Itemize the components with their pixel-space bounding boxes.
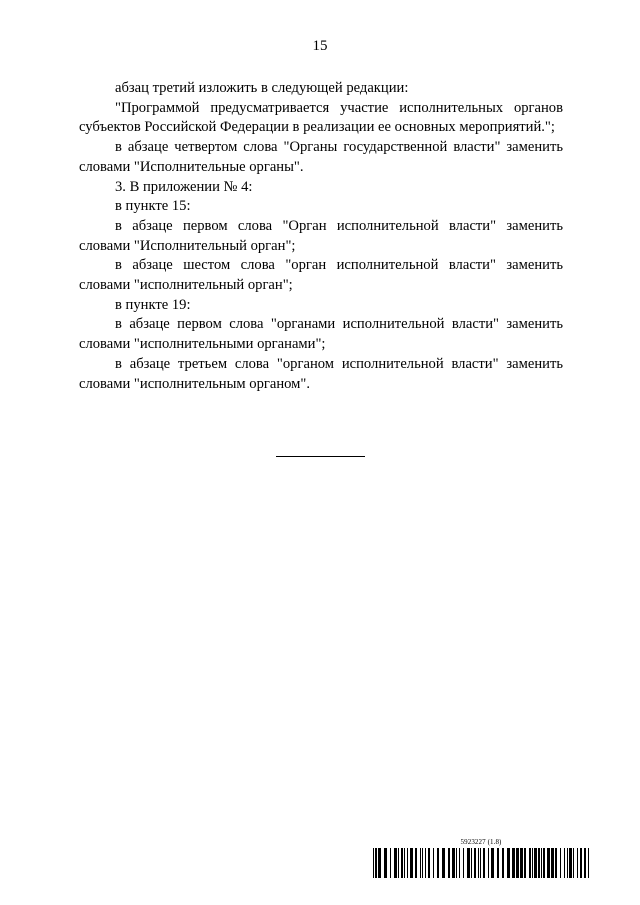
barcode-label: 5923227 (1.8) — [460, 838, 502, 846]
barcode-bar — [529, 848, 531, 878]
barcode-bar — [569, 848, 572, 878]
barcode-bar — [538, 848, 540, 878]
barcode-bar — [456, 848, 457, 878]
barcode-bar — [384, 848, 387, 878]
barcode-bar — [532, 848, 533, 878]
barcode-bar — [448, 848, 450, 878]
barcode-bar — [407, 848, 408, 878]
barcode-bar — [373, 848, 374, 878]
barcode-bar — [543, 848, 545, 878]
barcode-bar — [507, 848, 510, 878]
barcode-bar — [497, 848, 499, 878]
barcode-bar — [480, 848, 481, 878]
barcode-bar — [428, 848, 430, 878]
barcode-bar — [567, 848, 568, 878]
barcode-bar — [437, 848, 439, 878]
barcode-bar — [551, 848, 554, 878]
barcode-bar — [401, 848, 403, 878]
barcode — [373, 838, 589, 880]
barcode-bar — [375, 848, 377, 878]
barcode-bar — [471, 848, 472, 878]
barcode-bar — [463, 848, 464, 878]
barcode-bar — [459, 848, 460, 878]
barcode-bar — [520, 848, 523, 878]
paragraph: в абзаце шестом слова "орган исполнительной власти" заменить словами "исполнительный орган"; — [79, 257, 563, 294]
barcode-bar — [560, 848, 561, 878]
barcode-bar — [524, 848, 526, 878]
barcode-bar — [420, 848, 421, 878]
barcode-bar — [491, 848, 494, 878]
paragraph: абзац третий изложить в следующей редакции: — [115, 80, 409, 96]
barcode-bar — [516, 848, 519, 878]
document-body — [79, 79, 563, 394]
barcode-bar — [452, 848, 455, 878]
barcode-bar — [394, 848, 397, 878]
barcode-bar — [573, 848, 574, 878]
paragraph: в пункте 15: — [115, 198, 191, 215]
barcode-bar — [502, 848, 504, 878]
barcode-bar — [584, 848, 586, 878]
barcode-bar — [467, 848, 470, 878]
barcode-bar — [398, 848, 399, 878]
barcode-bar — [404, 848, 405, 878]
barcode-bar — [547, 848, 550, 878]
barcode-bar — [410, 848, 413, 878]
paragraph: 3. В приложении № 4: — [115, 178, 253, 195]
paragraph: в абзаце первом слова "Орган исполнительной власти" заменить словами "Исполнительный орган"; — [79, 217, 563, 254]
paragraph: в абзаце первом слова "органами исполнительной власти" заменить словами "исполнительными органами"; — [79, 316, 563, 353]
paragraph: в пункте 19: — [115, 296, 191, 313]
barcode-bar — [442, 848, 445, 878]
page-number: 15 — [312, 38, 328, 54]
barcode-bar — [483, 848, 485, 878]
barcode-bar — [415, 848, 417, 878]
barcode-icon — [373, 848, 589, 878]
barcode-bar — [378, 848, 381, 878]
barcode-bar — [488, 848, 489, 878]
barcode-bar — [433, 848, 434, 878]
barcode-bar — [577, 848, 578, 878]
end-separator-line — [276, 456, 365, 457]
barcode-bar — [478, 848, 479, 878]
barcode-bar — [534, 848, 537, 878]
barcode-bar — [564, 848, 565, 878]
paragraph: в абзаце третьем слова "органом исполнительной власти" заменить словами "исполнительным органом". — [79, 355, 563, 392]
barcode-bar — [422, 848, 423, 878]
barcode-bar — [580, 848, 582, 878]
barcode-bar — [555, 848, 557, 878]
paragraph: в абзаце четвертом слова "Органы государственной власти" заменить словами "Исполнительные органы". — [79, 139, 563, 175]
barcode-bar — [588, 848, 589, 878]
barcode-bar — [425, 848, 426, 878]
barcode-bar — [474, 848, 476, 878]
barcode-bar — [541, 848, 542, 878]
barcode-bar — [390, 848, 391, 878]
paragraph: "Программой предусматривается участие исполнительных органов субъектов Российской Федерации в реализации ее основных мероприятий."; — [79, 99, 563, 136]
barcode-bar — [512, 848, 515, 878]
